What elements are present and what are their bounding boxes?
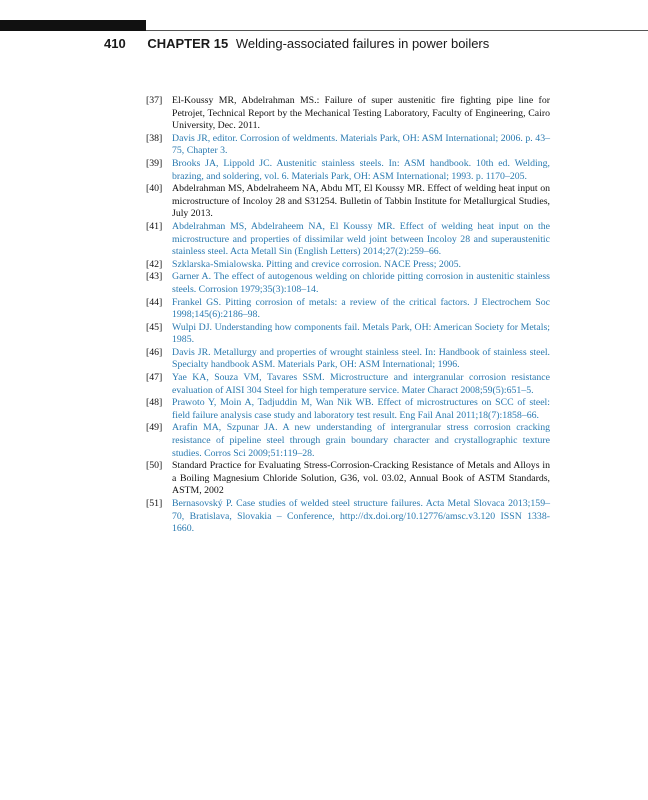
- reference-number: [38]: [146, 132, 163, 144]
- reference-item: [146, 460, 550, 498]
- reference-text[interactable]: Davis JR, editor. Corrosion of weldments. Materials Park, OH: ASM International; 2006. p. 43–75, Chapter 3.: [172, 132, 550, 157]
- reference-number: [49]: [146, 422, 163, 434]
- reference-number: [40]: [146, 183, 163, 195]
- reference-number: [37]: [146, 95, 163, 106]
- reference-number: [42]: [146, 258, 163, 270]
- reference-text: Abdelrahman MS, Abdelraheem NA, Abdu MT, El Koussy MR. Effect of welding heat input on microstructure of Incoloy 28 and S31254. Bulletin of Tabbin Institute for Metallurgical Studies, July 2013.: [172, 183, 550, 220]
- chapter-label: CHAPTER 15: [147, 36, 229, 51]
- reference-item[interactable]: [146, 422, 550, 460]
- reference-number: [48]: [146, 397, 163, 409]
- header-bar: [0, 20, 146, 31]
- header-rule: [146, 30, 648, 31]
- reference-number: [41]: [146, 220, 163, 232]
- reference-item[interactable]: [146, 372, 550, 397]
- reference-item: [146, 183, 550, 221]
- reference-item[interactable]: [146, 397, 550, 422]
- reference-text: Standard Practice for Evaluating Stress-Corrosion-Cracking Resistance of Metals and Alloys in a Boiling Magnesium Chloride Solution, G36, vol. 03.02, Annual Book of ASTM Standards, ASTM, 2002: [172, 460, 550, 497]
- reference-text[interactable]: Bernasovský P. Case studies of welded steel structure failures. Acta Metal Slovaca 2013;159–70, Bratislava, Slovakia – Conference, http://dx.doi.org/10.12776/amsc.v3.120 ISSN 1338-1660.: [172, 498, 550, 535]
- reference-number: [45]: [146, 321, 163, 333]
- reference-text[interactable]: Wulpi DJ. Understanding how components fail. Metals Park, OH: American Society for Metals; 1985.: [172, 321, 550, 346]
- reference-item[interactable]: [146, 221, 550, 259]
- page-number: 410: [104, 36, 126, 51]
- reference-item[interactable]: [146, 271, 550, 296]
- reference-item[interactable]: [146, 158, 550, 183]
- reference-text[interactable]: Yae KA, Souza VM, Tavares SSM. Microstructure and intergranular corrosion resistance evaluation of AISI 304 Steel for high temperature service. Mater Charact 2008;59(5):651–5.: [172, 372, 550, 396]
- reference-number: [46]: [146, 346, 163, 358]
- reference-text[interactable]: Prawoto Y, Moin A, Tadjuddin M, Wan Nik WB. Effect of microstructures on SCC of steel: field failure analysis case study and laboratory test result. Eng Fail Anal 2011;18(7):1858–66.: [172, 397, 550, 421]
- reference-list: [146, 95, 550, 536]
- reference-item[interactable]: [146, 259, 550, 272]
- reference-number: [44]: [146, 296, 163, 308]
- reference-item[interactable]: [146, 133, 550, 158]
- reference-number: [43]: [146, 271, 163, 283]
- reference-text[interactable]: Brooks JA, Lippold JC. Austenitic stainless steels. In: ASM handbook. 10th ed. Welding, brazing, and soldering, vol. 6. Materials Park, OH: ASM International; 1993. p. 1170–205.: [172, 157, 550, 182]
- reference-text[interactable]: Arafin MA, Szpunar JA. A new understanding of intergranular stress corrosion cracking resistance of pipeline steel through grain boundary character and crystallographic texture studies. Corros Sci 2009;51:119–28.: [172, 422, 550, 459]
- reference-item: [146, 95, 550, 133]
- reference-item[interactable]: [146, 322, 550, 347]
- reference-number: [39]: [146, 157, 163, 169]
- reference-text[interactable]: Garner A. The effect of autogenous welding on chloride pitting corrosion in austenitic stainless steels. Corrosion 1979;35(3):108–14.: [172, 271, 550, 295]
- reference-text[interactable]: Szklarska-Smialowska. Pitting and crevice corrosion. NACE Press; 2005.: [172, 258, 461, 270]
- reference-item[interactable]: [146, 498, 550, 536]
- chapter-title: Welding-associated failures in power boilers: [235, 36, 490, 51]
- reference-item[interactable]: [146, 297, 550, 322]
- reference-number: [47]: [146, 372, 163, 384]
- reference-number: [50]: [146, 460, 163, 472]
- reference-text[interactable]: Davis JR. Metallurgy and properties of wrought stainless steel. In: Handbook of stainless steel. Specialty handbook ASM. Materials Park, OH: ASM International; 1996.: [172, 346, 550, 371]
- reference-text: El-Koussy MR, Abdelrahman MS.: Failure of super austenitic fire fighting pipe line for Petrojet, Technical Report by the Mechanical Testing Laboratory, Faculty of Engineering, Cairo University, Dec. 2011.: [172, 95, 550, 132]
- running-header: [104, 36, 489, 51]
- reference-number: [51]: [146, 498, 163, 509]
- reference-text[interactable]: Frankel GS. Pitting corrosion of metals: a review of the critical factors. J Electrochem Soc 1998;145(6):2186–98.: [172, 296, 550, 321]
- reference-item[interactable]: [146, 347, 550, 372]
- reference-text[interactable]: Abdelrahman MS, Abdelraheem NA, El Koussy MR. Effect of welding heat input on the microstructure and properties of dissimilar weld joint between Incoloy 28 and superaustenitic stainless steel. Acta Metall Sin (English Letters) 2014;27(2):259–66.: [172, 220, 550, 258]
